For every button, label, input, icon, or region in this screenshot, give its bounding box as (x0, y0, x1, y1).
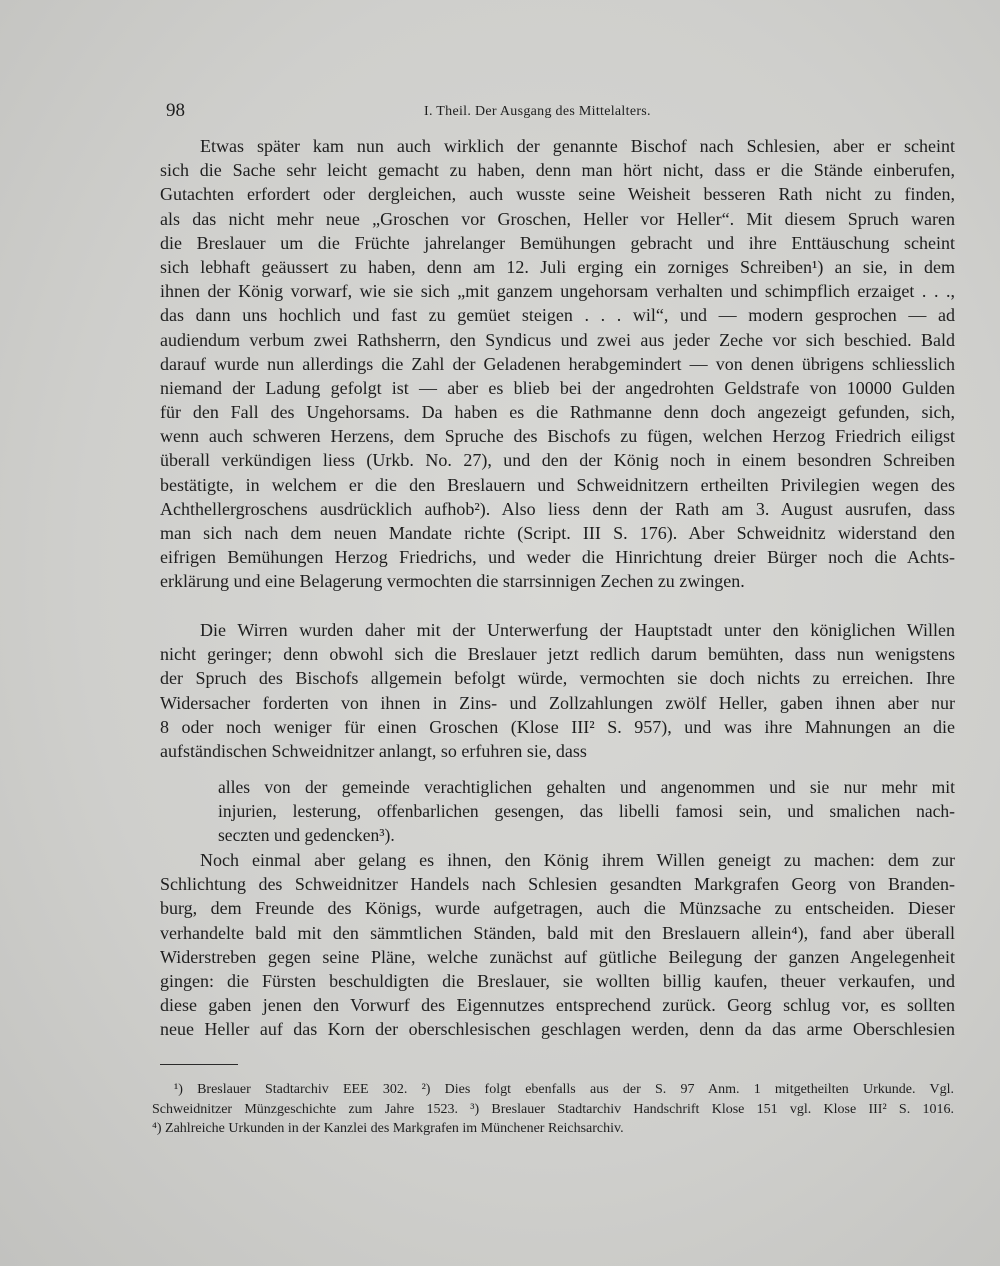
quote-line: alles von der gemeinde verachtiglichen gehalten und angenommen und sie nur mehr mit (218, 777, 955, 797)
text-line: Gutachten erfordert oder dergleichen, auch wusste seine Weisheit besseren Rath nicht zu finden, (160, 184, 955, 205)
text-line: nicht geringer; denn obwohl sich die Breslauer jetzt redlich darum bemühten, dass nun wenigstens (160, 644, 955, 665)
block-quote (218, 776, 955, 847)
text-line: sich lebhaft geäussert zu haben, denn am 12. Juli erging ein zorniges Schreiben¹) an sie, in dem (160, 256, 955, 277)
footnote-line: ⁴) Zahlreiche Urkunden in der Kanzlei des Markgrafen im Münchener Reichsarchiv. (152, 1121, 624, 1136)
text-line: Die Wirren wurden daher mit der Unterwerfung der Hauptstadt unter den königlichen Willen (200, 620, 955, 640)
text-line: Widerstreben gegen seine Pläne, welche zunächst auf gütliche Beilegung der ganzen Angelegenheit (160, 946, 955, 967)
footnotes (152, 1080, 954, 1139)
text-line: wenn auch schweren Herzens, dem Spruche des Bischofs zu fügen, welchen Herzog Friedrich eiligst (160, 426, 955, 447)
text-line: das dann uns hochlich und fast zu gemüet steigen . . . wil“, und — modern gesprochen — ad (160, 305, 955, 326)
text-line: niemand der Ladung gefolgt ist — aber es blieb bei der angedrohten Geldstrafe von 10000 Gulden (160, 377, 955, 398)
paragraph-1 (160, 134, 955, 594)
footnote-line: Schweidnitzer Münzgeschichte zum Jahre 1523. ³) Breslauer Stadtarchiv Handschrift Klose 151 vgl. Klose III² S. 1016. (152, 1101, 954, 1117)
text-line: erklärung und eine Belagerung vermochten die starrsinnigen Zechen zu zwingen. (160, 571, 745, 592)
text-line: diese gaben jenen den Vorwurf des Eigennutzes entsprechend zurück. Georg schlug vor, es sollten (160, 995, 955, 1016)
page-number: 98 (166, 100, 185, 121)
text-line: 8 oder noch weniger für einen Groschen (Klose III² S. 957), und was ihre Mahnungen an die (160, 716, 955, 737)
text-line: Schlichtung des Schweidnitzer Handels nach Schlesien gesandten Markgrafen Georg von Branden- (160, 874, 955, 895)
text-line: als das nicht mehr neue „Groschen vor Groschen, Heller vor Heller“. Mit diesem Spruch waren (160, 208, 955, 229)
text-line: man sich nach dem neuen Mandate richte (Script. III S. 176). Aber Schweidnitz widerstand den (160, 523, 955, 543)
footnote-line: ¹) Breslauer Stadtarchiv EEE 302. ²) Dies folgt ebenfalls aus der S. 97 Anm. 1 mitgetheilten Urkunde. Vgl. (174, 1082, 954, 1097)
quote-line: injurien, lesterung, offenbarlichen gesengen, das libelli famosi sein, und smalichen nach- (218, 800, 955, 821)
text-line: darauf wurde nun allerdings die Zahl der Geladenen herabgemindert — von denen übrigens schliesslich (160, 353, 955, 374)
text-line: neue Heller auf das Korn der oberschlesischen geschlagen werden, denn da das arme Oberschlesien (160, 1019, 955, 1040)
text-line: verhandelte bald mit den sämmtlichen Ständen, bald mit den Breslauern allein⁴), fand aber überall (160, 922, 955, 943)
paragraph-2 (160, 618, 955, 763)
text-line: für den Fall des Ungehorsams. Da haben es die Rathmanne denn doch angezeigt gefunden, sich, (160, 402, 955, 423)
paragraph-3 (160, 848, 955, 1042)
text-line: sich die Sache sehr leicht gemacht zu haben, denn man hört nicht, dass er die Stände einberufen, (160, 160, 955, 181)
running-title: I. Theil. Der Ausgang des Mittelalters. (424, 104, 651, 119)
quote-line: seczten und gedencken³). (218, 824, 395, 845)
text-line: Etwas später kam nun auch wirklich der genannte Bischof nach Schlesien, aber er scheint (200, 136, 955, 156)
text-line: der Spruch des Bischofs allgemein befolgt würde, vermochten sie doch nichts zu erreichen. Ihre (160, 668, 955, 689)
text-line: gingen: die Fürsten beschuldigten die Breslauer, sie wollten billig kaufen, theuer verkaufen, und (160, 970, 955, 991)
text-line: überall verkündigen liess (Urkb. No. 27), und den der König noch in einem besondren Schreiben (160, 450, 955, 471)
page-header (166, 100, 966, 124)
text-line: audiendum verbum zwei Rathsherrn, den Syndicus und zwei aus jeder Zeche vor sich beschied. Bald (160, 329, 955, 350)
text-line: bestätigte, in welchem er die den Breslauern und Schweidnitzern ertheilten Privilegien wegen des (160, 474, 955, 495)
text-line: eifrigen Bemühungen Herzog Friedrichs, und weder die Hinrichtung dreier Bürger noch die Achts- (160, 547, 955, 568)
text-line: burg, dem Freunde des Königs, wurde aufgetragen, auch die Münzsache zu entscheiden. Dieser (160, 898, 955, 919)
text-line: Noch einmal aber gelang es ihnen, den König ihrem Willen geneigt zu machen: dem zur (200, 850, 955, 870)
footnote-divider (160, 1064, 238, 1065)
text-line: Widersacher forderten von ihnen in Zins- und Zollzahlungen zwölf Heller, gaben ihnen aber nur (160, 692, 955, 713)
text-line: Achthellergroschens ausdrücklich aufhob²). Also liess denn der Rath am 3. August ausrufen, dass (160, 498, 955, 519)
text-line: ihnen der König vorwarf, wie sie sich „mit ganzem ungehorsam verhalten und schimpflich erzaiget . . ., (160, 281, 955, 302)
text-line: aufständischen Schweidnitzer anlangt, so erfuhren sie, dass (160, 740, 587, 761)
text-line: die Breslauer um die Früchte jahrelanger Bemühungen gebracht und ihre Enttäuschung scheint (160, 232, 955, 253)
